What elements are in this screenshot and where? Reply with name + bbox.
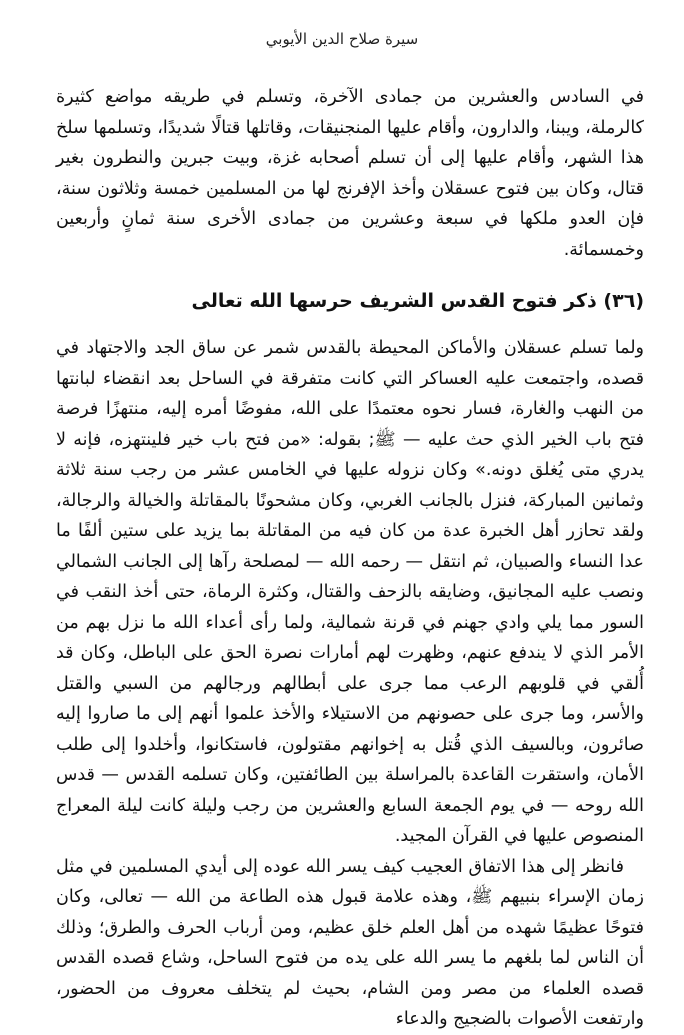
body-text <box>56 82 644 1035</box>
paragraph-1: في السادس والعشرين من جمادى الآخرة، وتسلم في طريقه مواضع كثيرة كالرملة، ويبنا، والدارون، وأقام عليها المنجنيقات، وقاتلها قتالًا شديدًا، وتسلمها سلخ هذا الشهر، وأقام عليها إلى أن تسلم أصحابه غزة، وبيت جبرين والنطرون بغير قتال، وكان بين فتوح عسقلان وأخذ الإفرنج لها من المسلمين خمسة وثلاثون سنة، فإن العدو ملكها في سبعة وعشرين من جمادى الأخرى سنة ثمانٍ وأربعين وخمسمائة. <box>56 87 644 260</box>
section-heading: (٣٦) ذكر فتوح القدس الشريف حرسها الله تعالى <box>191 290 644 312</box>
paragraph-2: ولما تسلم عسقلان والأماكن المحيطة بالقدس شمر عن ساق الجد والاجتهاد في قصده، واجتمعت عليه العساكر التي كانت متفرقة في الساحل بعد انقضاء لبانتها من النهب والغارة، فسار نحوه معتمدًا على الله، مفوضًا أمره إليه، منتهزًا فرصة فتح باب الخير الذي حث عليه — ﷺ; بقوله: «من فتح باب خير فلينتهزه، فإنه لا يدري متى يُغلق دونه.» وكان نزوله عليها في الخامس عشر من رجب سنة ثلاثة وثمانين المباركة، فنزل بالجانب الغربي، وكان مشحونًا بالمقاتلة والخيالة والرجالة، ولقد تحازر أهل الخبرة عدة من كان فيه من المقاتلة بما يزيد على ستين ألفًا ما عدا النساء والصبيان، ثم انتقل — رحمه الله — لمصلحة رآها إلى الجانب الشمالي ونصب عليه المجانيق، وضايقه بالزحف والقتال، وكثرة الرماة، حتى أخذ النقب في السور مما يلي وادي جهنم في قرنة شمالية، ولما رأى أعداء الله ما نزل بهم من الأمر الذي لا يندفع عنهم، وظهرت لهم أمارات نصرة الحق على الباطل، وكان قد أُلقي في قلوبهم الرعب مما جرى على أبطالهم ورجالهم من السبي والقتل والأسر، وما جرى على حصونهم من الاستيلاء والأخذ علموا أنهم إلى ما صاروا إليه صائرون، وبالسيف الذي قُتل به إخوانهم مقتولون، فاستكانوا، وأخلدوا إلى طلب الأمان، واستقرت القاعدة بالمراسلة بين الطائفتين، وكان تسلمه القدس — قدس الله روحه — في يوم الجمعة السابع والعشرين من رجب وليلة كانت ليلة المعراج المنصوص عليها في القرآن المجيد. <box>56 338 644 846</box>
paragraph-3: فانظر إلى هذا الاتفاق العجيب كيف يسر الله عوده إلى أيدي المسلمين في مثل زمان الإسراء بنبيهم ﷺ، وهذه علامة قبول هذه الطاعة من الله — تعالى، وكان فتوحًا عظيمًا شهده من أهل العلم خلق عظيم، ومن أرباب الحرف والطرق؛ وذلك أن الناس لما بلغهم ما يسر الله على يده من فتوح الساحل، وشاع قصده القدس قصده العلماء من مصر ومن الشام، بحيث لم يتخلف معروف من الحضور، وارتفعت الأصوات بالضجيج والدعاء <box>56 856 644 1029</box>
running-header: سيرة صلاح الدين الأيوبي <box>265 30 419 48</box>
